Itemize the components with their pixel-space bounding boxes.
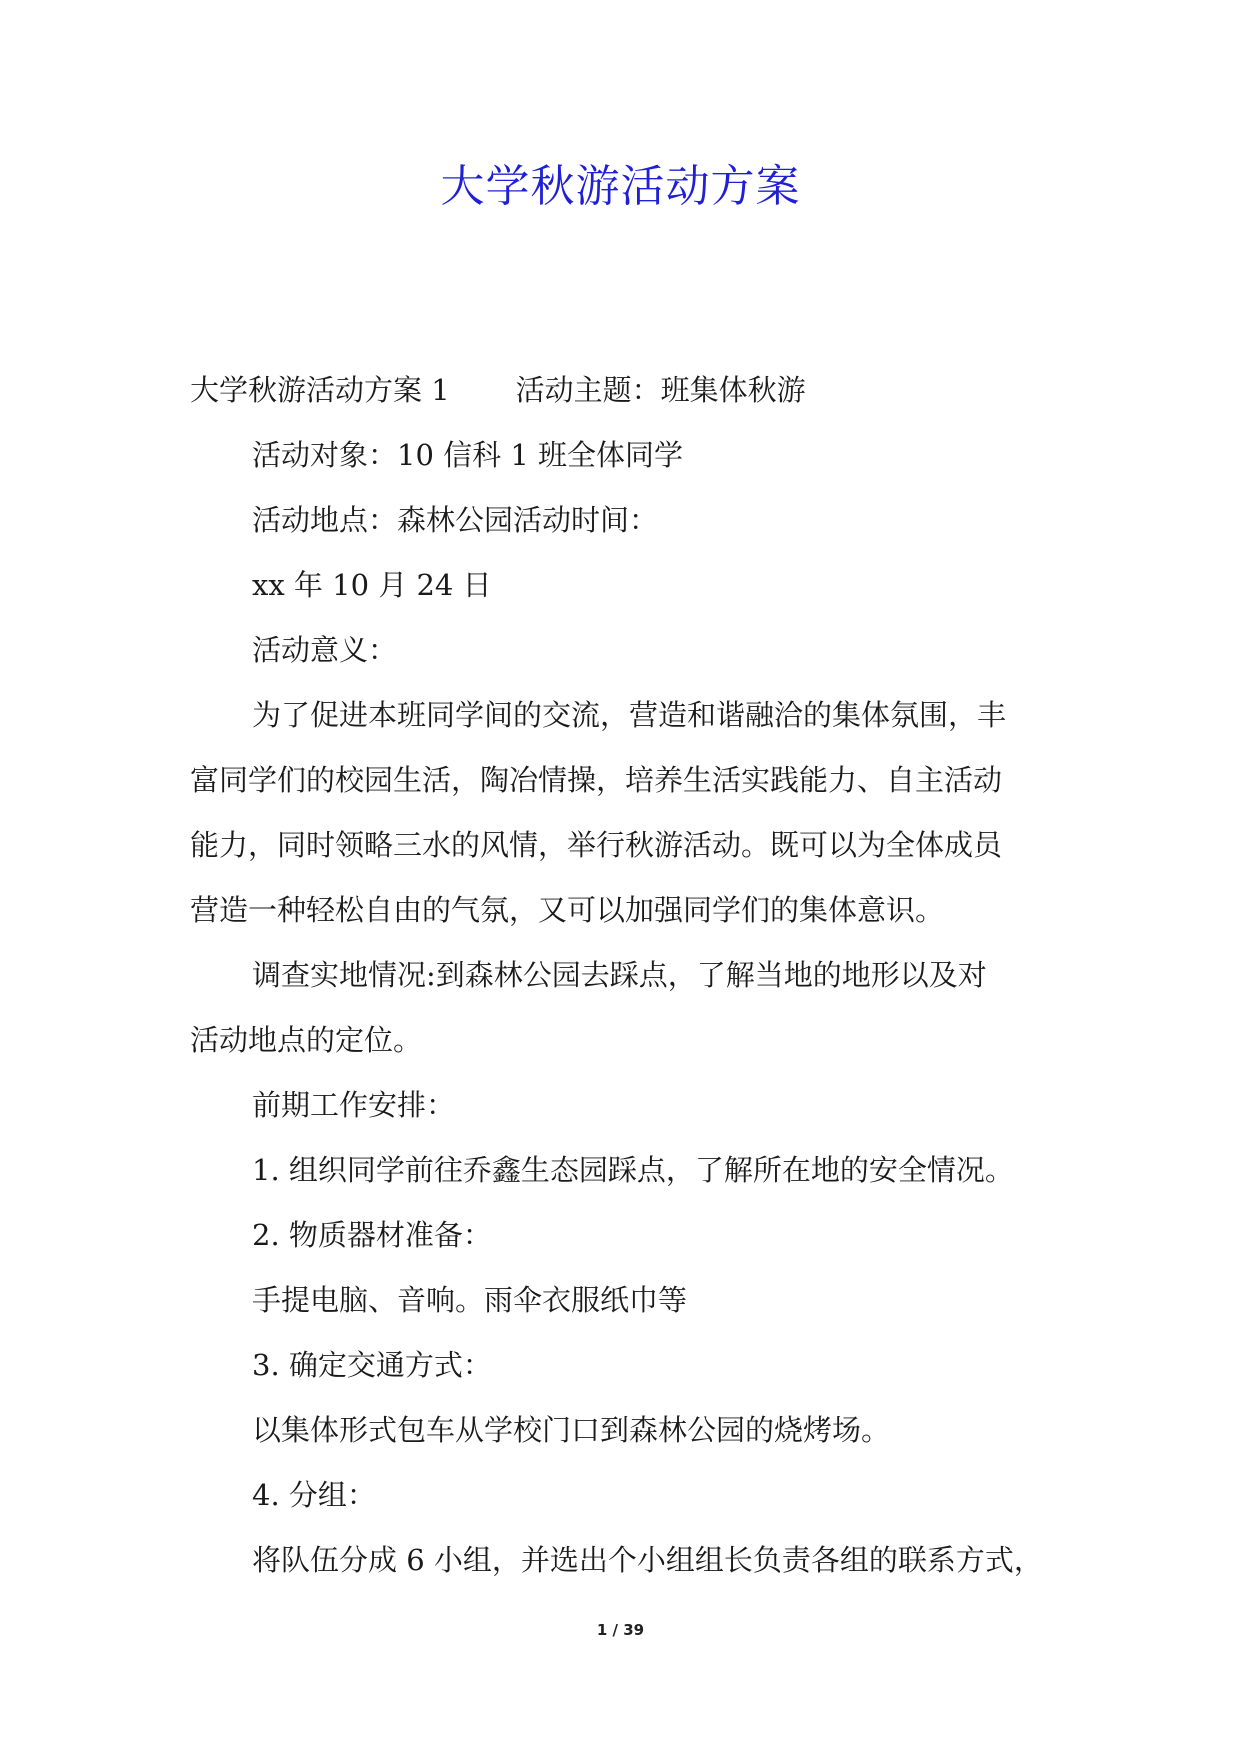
paragraph-line: 前期工作安排： [252, 1088, 456, 1122]
paragraph-line: 以集体形式包车从学校门口到森林公园的烧烤场。 [252, 1413, 891, 1447]
paragraph-line: 1. 组织同学前往乔鑫生态园踩点，了解所在地的安全情况。 [252, 1153, 1014, 1187]
paragraph-line: 营造一种轻松自由的气氛，又可以加强同学们的集体意识。 [190, 893, 945, 927]
paragraph-line: xx 年 10 月 24 日 [252, 568, 492, 602]
paragraph-line: 富同学们的校园生活，陶冶情操，培养生活实践能力、自主活动 [190, 763, 1003, 797]
paragraph-line: 2. 物质器材准备： [252, 1218, 492, 1252]
activity-theme: 活动主题：班集体秋游 [515, 373, 806, 407]
document-body [190, 358, 1080, 1593]
paragraph-line: 调查实地情况:到森林公园去踩点，了解当地的地形以及对 [252, 958, 987, 992]
page-number: 1 / 39 [596, 1621, 645, 1639]
paragraph-line: 活动意义： [252, 633, 398, 667]
paragraph-line: 活动对象：10 信科 1 班全体同学 [252, 438, 684, 472]
paragraph-line: 4. 分组： [252, 1478, 376, 1512]
paragraph-line: 手提电脑、音响。雨伞衣服纸巾等 [252, 1283, 688, 1317]
paragraph-line: 能力，同时领略三水的风情，举行秋游活动。既可以为全体成员 [190, 828, 1003, 862]
intro-heading: 大学秋游活动方案 1 [190, 373, 450, 407]
paragraph-line: 活动地点的定位。 [190, 1023, 423, 1057]
paragraph-line: 活动地点：森林公园活动时间： [252, 503, 659, 537]
document-title: 大学秋游活动方案 [440, 161, 801, 212]
paragraph-line: 3. 确定交通方式： [252, 1348, 492, 1382]
paragraph-line: 将队伍分成 6 小组，并选出个小组组长负责各组的联系方式， [252, 1543, 1043, 1577]
intro-line [190, 358, 1080, 423]
paragraph-line: 为了促进本班同学间的交流，营造和谐融洽的集体氛围，丰 [252, 698, 1007, 732]
